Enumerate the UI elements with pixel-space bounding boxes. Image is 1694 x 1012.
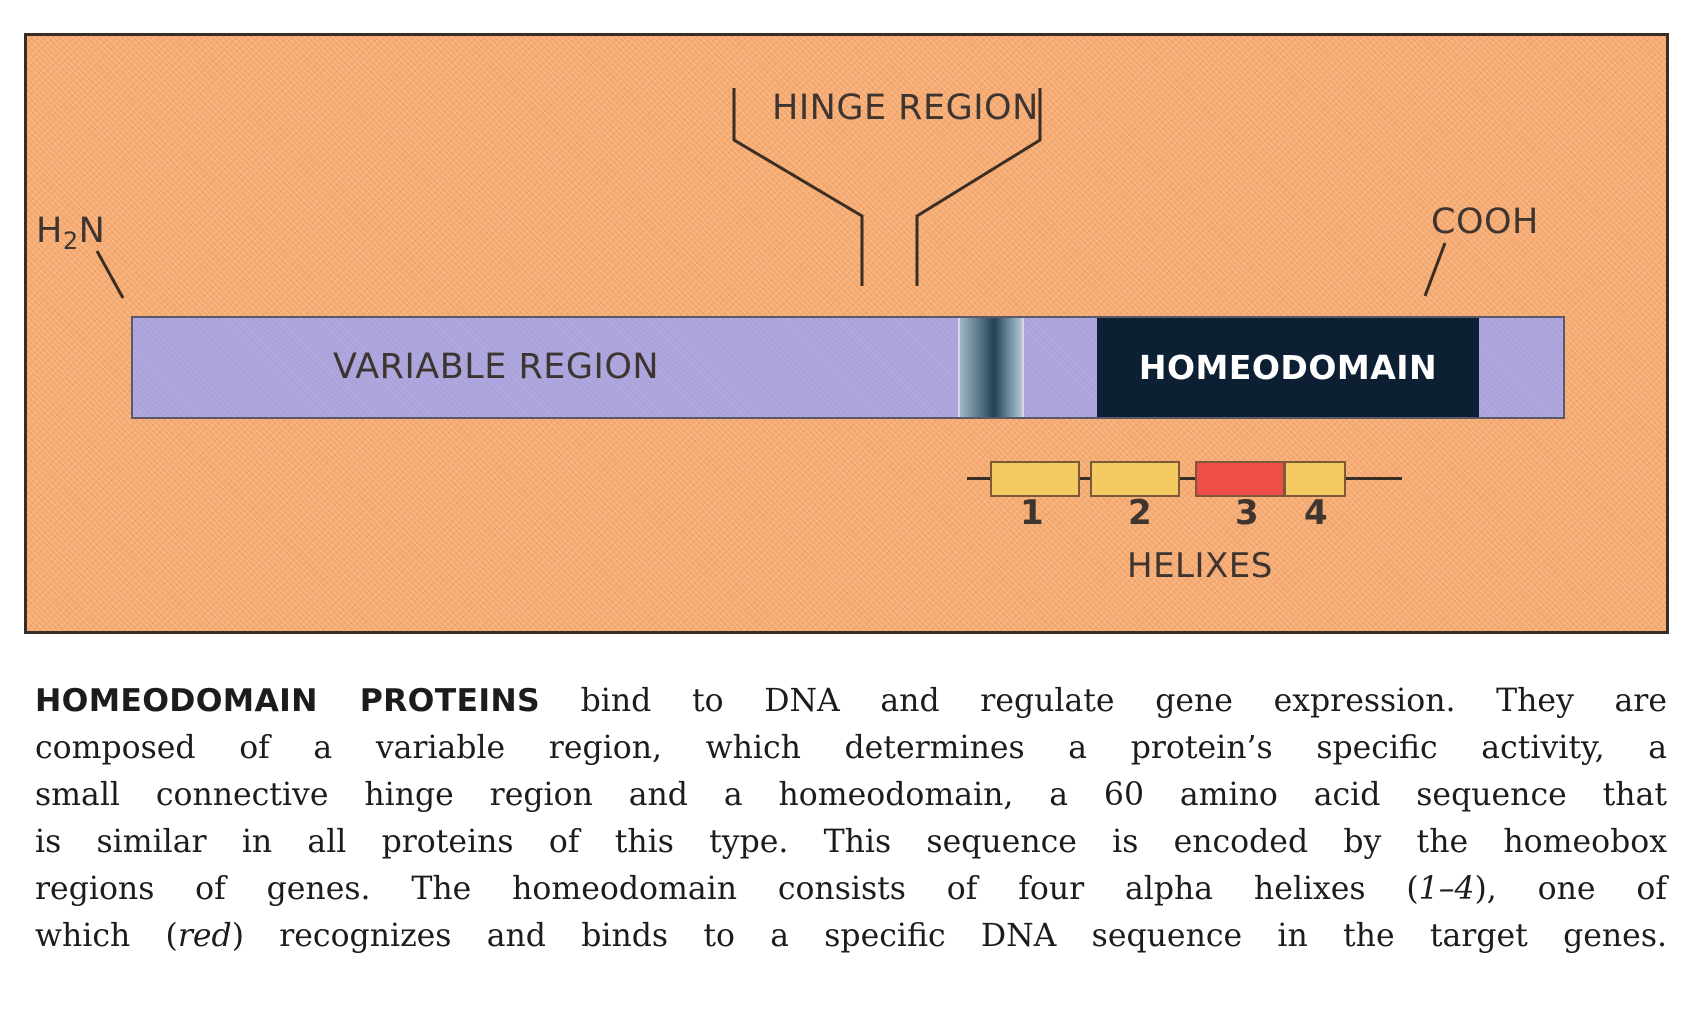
n-terminus-prefix: H	[36, 211, 63, 251]
caption-line-5-a: regions of genes. The homeodomain consists of four alpha helixes (	[35, 871, 1419, 907]
variable-region-label: VARIABLE REGION	[333, 347, 660, 387]
protein-bar	[131, 316, 1565, 419]
helix-1	[990, 461, 1080, 497]
caption-line-5-b: ), one of	[1474, 871, 1667, 907]
c-terminus-label: COOH	[1431, 202, 1539, 242]
n-terminus-subscript: 2	[62, 227, 79, 255]
figure-caption	[35, 678, 1667, 960]
caption-line-6-italic: red	[177, 918, 232, 954]
helix-number-4: 4	[1304, 493, 1328, 533]
caption-line-5-italic: 1–4	[1418, 871, 1475, 907]
caption-line-3: small connective hinge region and a homeodomain, a 60 amino acid sequence that	[35, 777, 1667, 813]
helix-number-1: 1	[1020, 493, 1044, 533]
caption-heading: HOMEODOMAIN PROTEINS	[35, 683, 540, 719]
caption-line-5	[35, 866, 1667, 913]
caption-line-2: composed of a variable region, which determines a protein’s specific activity, a	[35, 730, 1667, 766]
helix-number-2: 2	[1128, 493, 1152, 533]
caption-line-6-a: which (	[35, 918, 178, 954]
homeodomain-segment	[1097, 318, 1479, 417]
caption-line-1-text: bind to DNA and regulate gene expression. They are	[540, 683, 1667, 719]
helix-backbone-right	[1372, 477, 1402, 480]
homeodomain-label: HOMEODOMAIN	[1138, 348, 1438, 387]
n-terminus-leader	[97, 251, 123, 298]
n-terminus-suffix: N	[78, 211, 106, 251]
diagram-panel	[24, 33, 1669, 634]
helix-2	[1090, 461, 1180, 497]
helix-track	[1057, 454, 1497, 502]
hinge-segment	[958, 318, 1024, 417]
helix-number-3: 3	[1235, 493, 1259, 533]
caption-line-4: is similar in all proteins of this type. This sequence is encoded by the homeobox	[35, 824, 1667, 860]
caption-line-6	[35, 913, 1667, 960]
caption-line-6-b: ) recognizes and binds to a specific DNA sequence in the target genes.	[231, 918, 1667, 954]
helixes-label: HELIXES	[1127, 546, 1273, 586]
helix-4	[1284, 461, 1346, 497]
helix-3	[1195, 461, 1285, 497]
caption-line-1	[35, 678, 1667, 725]
n-terminus-label	[36, 211, 105, 255]
c-terminus-leader	[1425, 243, 1445, 296]
hinge-region-label: HINGE REGION	[772, 88, 1039, 128]
